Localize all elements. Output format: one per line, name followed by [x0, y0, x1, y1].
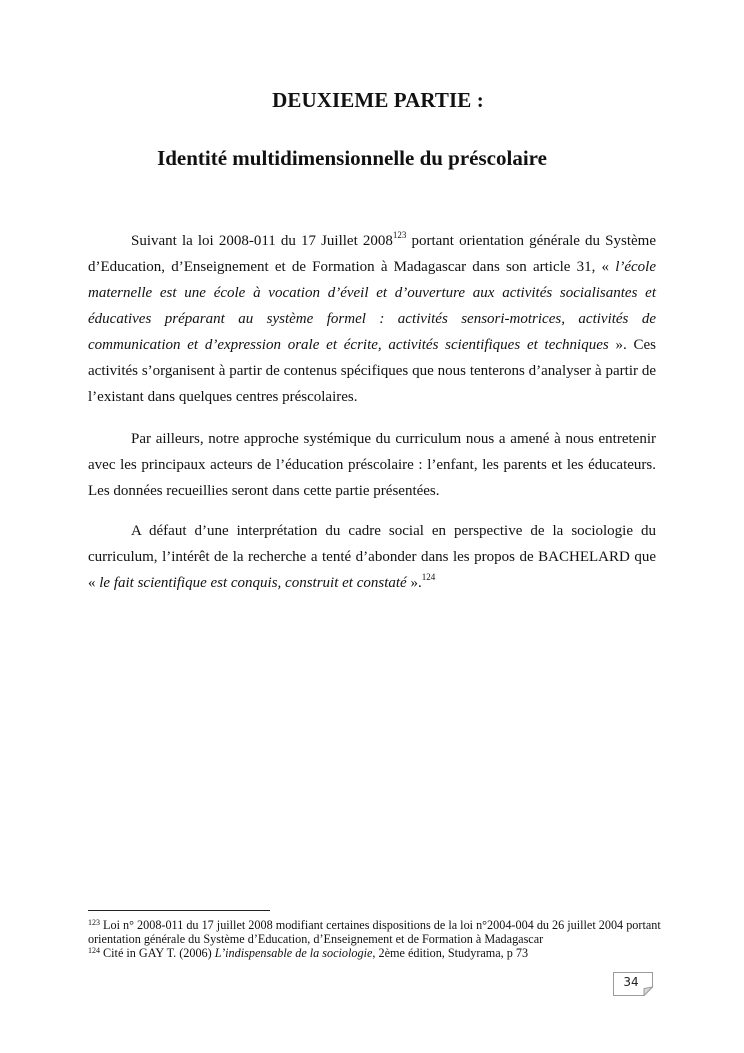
paragraph-2 — [88, 426, 656, 504]
p2-text: Par ailleurs, notre approche systémique du curriculum nous a amené à nous entretenir avec les principaux acteurs de l’éducation préscolaire : l’enfant, les parents et les éducateurs. Les données recueillies seront dans cette partie présentées. — [88, 431, 656, 499]
chapter-title: Identité multidimensionnelle du préscolaire — [157, 146, 547, 170]
paragraph-3 — [88, 518, 656, 596]
footnote-124-text-b: , 2ème édition, Studyrama, p 73 — [372, 946, 529, 960]
paragraph-1 — [88, 228, 656, 410]
footnote-123 — [88, 918, 668, 946]
p1-text-b: portant orientation générale du Système d’Education, d’Enseignement et de Formation à Madagascar dans son article 31, — [88, 233, 656, 275]
p1-close-quote: ». — [608, 337, 627, 353]
p1-quotation: l’école maternelle est une école à vocation d’éveil et d’ouverture aux activités socialisantes et éducatives préparant au système formel : activités sensori-motrices, activités de communication et d’expression orale et écrite, activités scientifiques et techniques — [88, 259, 656, 353]
footnote-124-text-a: Cité in GAY T. (2006) — [100, 946, 215, 960]
part-title: DEUXIEME PARTIE : — [272, 88, 484, 112]
footnote-ref-123[interactable]: 123 — [392, 230, 407, 240]
footnote-123-text: Loi n° 2008-011 du 17 juillet 2008 modifiant certaines dispositions de la loi n°2004-004 du 26 juillet 2004 portant orientation générale du Système d’Education, d’Enseignement et de Formation à Madagascar — [88, 918, 661, 946]
footnote-ref-124[interactable]: 124 — [421, 572, 436, 582]
footnotes — [88, 918, 668, 960]
p3-quotation: le fait scientifique est conquis, construit et constaté — [99, 575, 407, 591]
footnote-124-book-title: L’indispensable de la sociologie — [214, 946, 373, 960]
footnote-number-124: 124 — [88, 946, 100, 955]
footnote-124 — [88, 946, 668, 960]
p1-text-a: Suivant la loi 2008-011 du 17 Juillet 2008 — [131, 233, 393, 249]
p3-open-quote: « — [88, 575, 100, 591]
p1-open-quote: « — [601, 259, 616, 275]
page-number: 34 — [623, 975, 639, 989]
footnote-separator — [88, 910, 270, 911]
page-number-badge — [613, 972, 653, 996]
footnote-number-123: 123 — [88, 918, 100, 927]
p1-text-c: Ces activités s’organisent à partir de contenus spécifiques que nous tenterons d’analyser à partir de l’existant dans quelques centres préscolaires. — [88, 337, 656, 405]
p3-close-quote: ». — [406, 575, 422, 591]
p3-text-a: A défaut d’une interprétation du cadre social en perspective de la sociologie du curriculum, l’intérêt de la recherche a tenté d’abonder dans les propos de BACHELARD que — [88, 523, 656, 565]
